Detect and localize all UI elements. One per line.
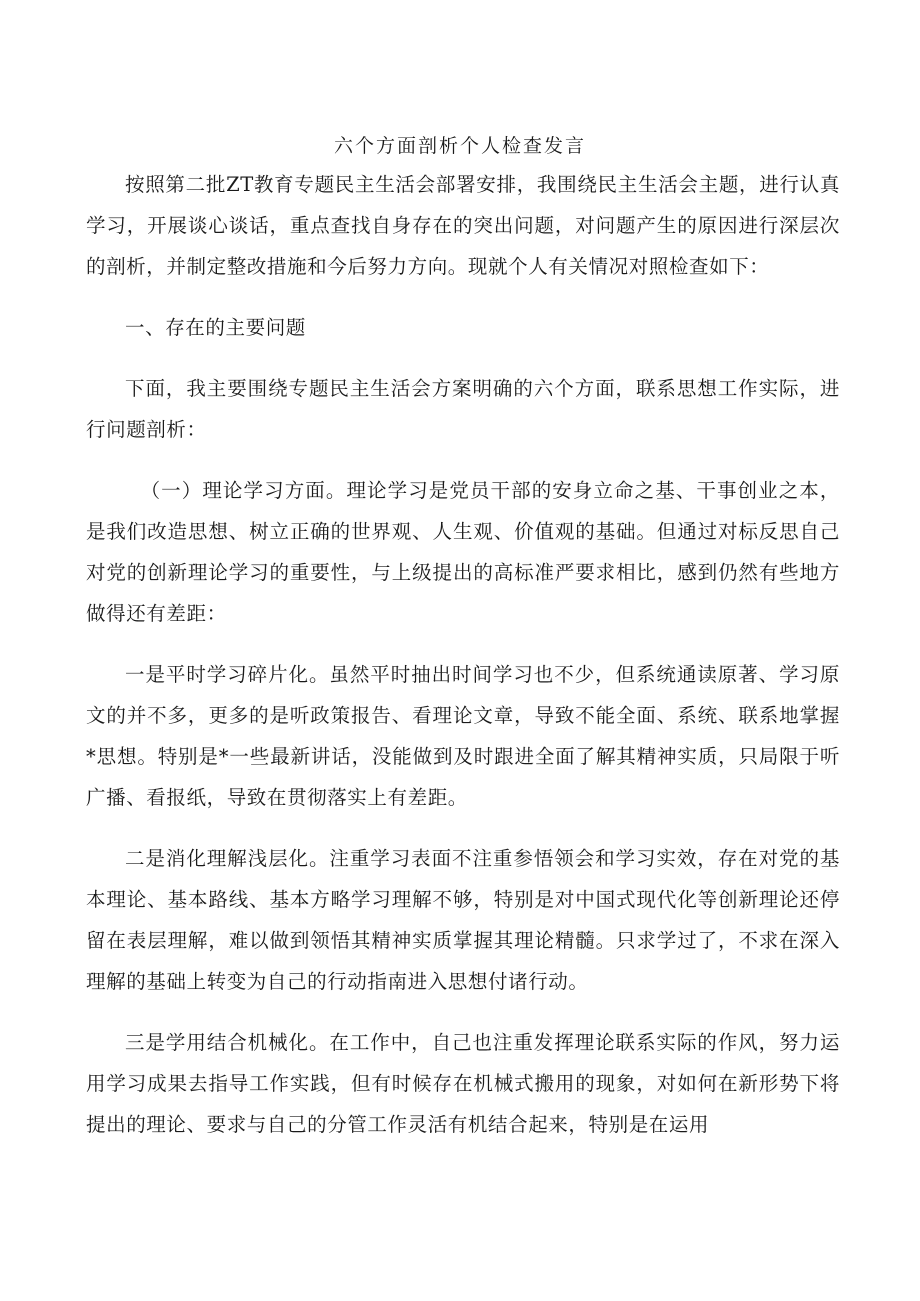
point-two-paragraph: 二是消化理解浅层化。注重学习表面不注重参悟领会和学习实效，存在对党的基本理论、基本路线、基本方略学习理解不够，特别是对中国式现代化等创新理论还停留在表层理解，难以做到领悟其精神实质掌握其理论精髓。只求学过了，不求在深入理解的基础上转变为自己的行动指南进入思想付诸行动。 <box>86 847 840 993</box>
section-heading: 一、存在的主要问题 <box>125 316 306 339</box>
overview-paragraph: 下面，我主要围绕专题民主生活会方案明确的六个方面，联系思想工作实际，进行问题剖析： <box>86 377 840 441</box>
document-body <box>86 154 840 1145</box>
document-title: 六个方面剖析个人检查发言 <box>333 135 586 157</box>
theory-study-paragraph: （一）理论学习方面。理论学习是党员干部的安身立命之基、干事创业之本，是我们改造思想、树立正确的世界观、人生观、价值观的基础。但通过对标反思自己对党的创新理论学习的重要性，与上级提出的高标准严要求相比，感到仍然有些地方做得还有差距： <box>86 479 840 625</box>
intro-paragraph: 按照第二批ZT教育专题民主生活会部署安排，我围绕民主生活会主题，进行认真学习，开展谈心谈话，重点查找自身存在的突出问题，对问题产生的原因进行深层次的剖析，并制定整改措施和今后努力方向。现就个人有关情况对照检查如下： <box>86 173 840 278</box>
point-three-paragraph: 三是学用结合机械化。在工作中，自己也注重发挥理论联系实际的作风，努力运用学习成果去指导工作实践，但有时候存在机械式搬用的现象，对如何在新形势下将提出的理论、要求与自己的分管工作灵活有机结合起来，特别是在运用 <box>86 1031 840 1136</box>
point-one-paragraph: 一是平时学习碎片化。虽然平时抽出时间学习也不少，但系统通读原著、学习原文的并不多，更多的是听政策报告、看理论文章，导致不能全面、系统、联系地掌握*思想。特别是*一些最新讲话，没能做到及时跟进全面了解其精神实质，只局限于听广播、看报纸，导致在贯彻落实上有差距。 <box>86 663 840 809</box>
